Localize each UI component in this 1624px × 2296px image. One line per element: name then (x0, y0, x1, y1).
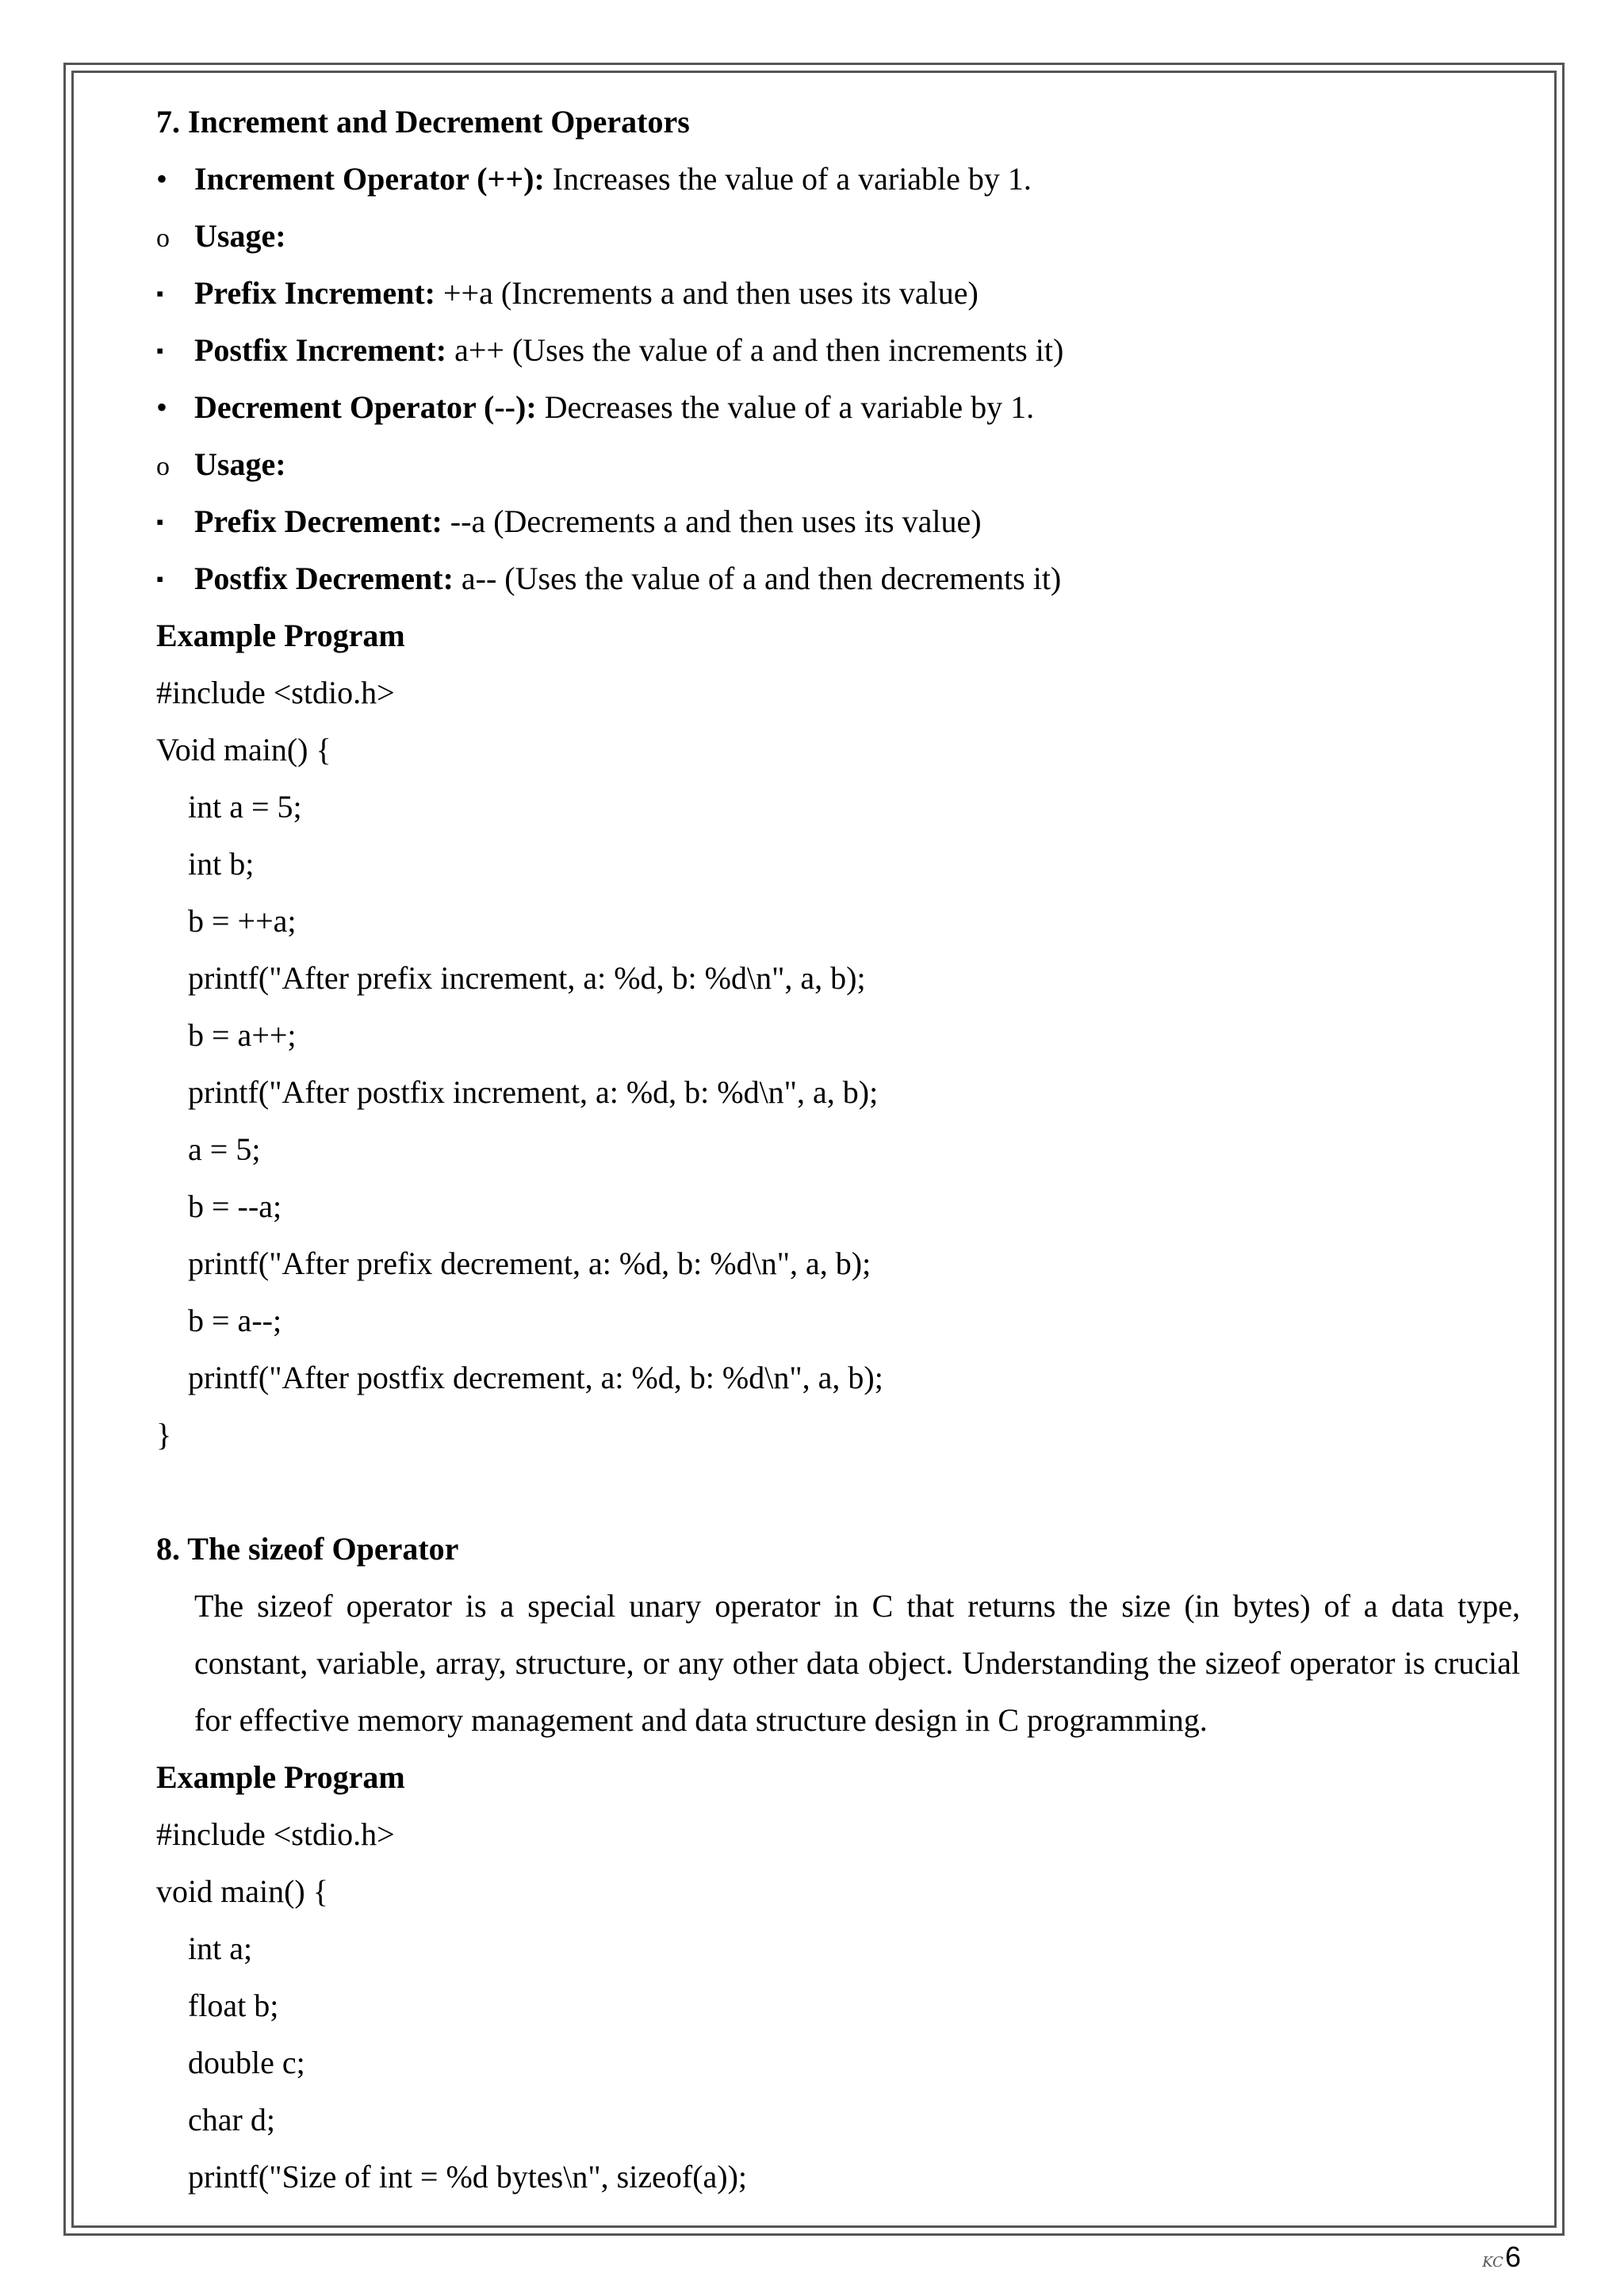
list-item-term: Decrement Operator (--): (194, 389, 537, 425)
author-initials: KC (1482, 2254, 1503, 2271)
section-7-list (156, 151, 1520, 607)
section-8-paragraph: The sizeof operator is a special unary operator in C that returns the size (in bytes) of a data type, constant, variable, array, structure, or any other data object. Understanding the sizeof operator is crucial for effective memory management and data structure design in C programming. (194, 1588, 1520, 1738)
list-item (156, 208, 1520, 265)
section-spacer (156, 1464, 1520, 1521)
list-item (156, 151, 1520, 208)
code-block-2 (156, 1806, 1520, 2206)
list-item (156, 265, 1520, 322)
code-block-1 (156, 664, 1520, 1464)
bullet-square-icon: ▪ (156, 568, 164, 591)
list-item (156, 322, 1520, 379)
list-item-text: a-- (Uses the value of a and then decrements it) (453, 561, 1062, 596)
page-number: 6 (1504, 2241, 1521, 2273)
list-item (156, 436, 1520, 493)
example-program-label: Example Program (156, 618, 405, 653)
bullet-square-icon: ▪ (156, 511, 164, 534)
code-line: double c; (188, 2045, 305, 2080)
code-line: printf("After postfix decrement, a: %d, b: %d\n", a, b); (188, 1360, 883, 1395)
code-line: b = a++; (188, 1017, 297, 1053)
code-line: void main() { (156, 1873, 328, 1909)
list-item-term: Prefix Increment: (194, 275, 435, 311)
code-line: #include <stdio.h> (156, 675, 395, 710)
example-program-label: Example Program (156, 1759, 405, 1795)
list-item (156, 379, 1520, 436)
list-item-text: a++ (Uses the value of a and then increments it) (446, 332, 1064, 368)
code-line: b = a--; (188, 1303, 282, 1338)
list-item (156, 493, 1520, 550)
list-item-text: --a (Decrements a and then uses its value) (442, 503, 982, 539)
section-7-heading: 7. Increment and Decrement Operators (156, 104, 690, 140)
bullet-dot-icon: • (156, 389, 168, 425)
page-footer (1482, 2241, 1521, 2274)
list-item-term: Usage: (194, 446, 286, 482)
code-line: printf("After prefix increment, a: %d, b: %d\n", a, b); (188, 960, 866, 996)
bullet-dot-icon: • (156, 161, 168, 197)
code-line: a = 5; (188, 1131, 261, 1167)
list-item-text: Decreases the value of a variable by 1. (536, 389, 1035, 425)
list-item-term: Prefix Decrement: (194, 503, 442, 539)
list-item (156, 550, 1520, 607)
bullet-square-icon: ▪ (156, 282, 164, 305)
list-item-term: Postfix Increment: (194, 332, 447, 368)
list-item-term: Postfix Decrement: (194, 561, 454, 596)
page-content (156, 94, 1520, 2206)
code-line: int a = 5; (188, 789, 302, 825)
section-8-heading: 8. The sizeof Operator (156, 1531, 459, 1567)
code-line: b = --a; (188, 1188, 282, 1224)
code-line: } (156, 1417, 172, 1452)
code-line: int b; (188, 846, 255, 882)
code-line: int a; (188, 1931, 253, 1966)
code-line: char d; (188, 2102, 275, 2137)
code-line: printf("After prefix decrement, a: %d, b: %d\n", a, b); (188, 1246, 871, 1281)
code-line: Void main() { (156, 732, 331, 767)
bullet-circle-icon: o (156, 224, 170, 253)
code-line: printf("After postfix increment, a: %d, b: %d\n", a, b); (188, 1074, 879, 1110)
bullet-square-icon: ▪ (156, 339, 164, 362)
list-item-term: Usage: (194, 218, 286, 254)
list-item-text: Increases the value of a variable by 1. (544, 161, 1032, 197)
code-line: printf("Size of int = %d bytes\n", sizeof(a)); (188, 2159, 748, 2195)
code-line: b = ++a; (188, 903, 297, 939)
code-line: float b; (188, 1988, 279, 2023)
bullet-circle-icon: o (156, 452, 170, 481)
list-item-text: ++a (Increments a and then uses its value) (435, 275, 979, 311)
code-line: #include <stdio.h> (156, 1816, 395, 1852)
list-item-term: Increment Operator (++): (194, 161, 545, 197)
